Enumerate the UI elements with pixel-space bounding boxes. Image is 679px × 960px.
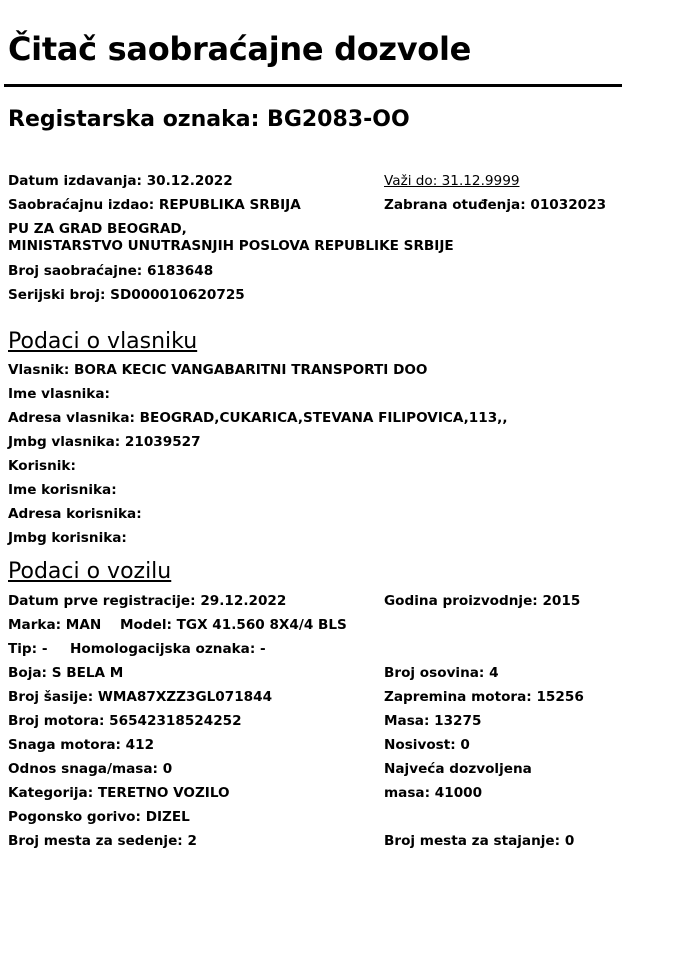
chassis-number: Broj šasije: WMA87XZZ3GL071844	[8, 689, 273, 705]
user: Korisnik:	[8, 458, 76, 474]
alienation-ban: Zabrana otuđenja: 01032023	[384, 197, 607, 213]
valid-until: Važi do: 31.12.9999	[384, 173, 520, 189]
axles: Broj osovina: 4	[384, 665, 499, 681]
fuel: Pogonsko gorivo: DIZEL	[8, 809, 190, 825]
model: Model: TGX 41.560 8X4/4 BLS	[120, 617, 347, 633]
standing-places: Broj mesta za stajanje: 0	[384, 833, 575, 849]
owner-address: Adresa vlasnika: BEOGRAD,CUKARICA,STEVANA FILIPOVICA,113,,	[8, 410, 508, 426]
max-mass-value: masa: 41000	[384, 785, 483, 801]
max-mass-label: Najveća dozvoljena	[384, 761, 532, 777]
authority-line-2: MINISTARSTVO UNUTRASNJIH POSLOVA REPUBLIKE SRBIJE	[8, 238, 454, 254]
owner: Vlasnik: BORA KECIC VANGABARITNI TRANSPORTI DOO	[8, 362, 428, 378]
user-name: Ime korisnika:	[8, 482, 117, 498]
engine-number: Broj motora: 56542318524252	[8, 713, 242, 729]
document-number: Broj saobraćajne: 6183648	[8, 263, 214, 279]
title-divider	[4, 84, 622, 87]
owner-name: Ime vlasnika:	[8, 386, 110, 402]
seats: Broj mesta za sedenje: 2	[8, 833, 197, 849]
vehicle-section-heading: Podaci o vozilu	[8, 559, 172, 584]
vehicle-type: Tip: -	[8, 641, 48, 657]
mass: Masa: 13275	[384, 713, 482, 729]
owner-section-heading: Podaci o vlasniku	[8, 329, 198, 354]
user-address: Adresa korisnika:	[8, 506, 142, 522]
make: Marka: MAN	[8, 617, 102, 633]
serial-number: Serijski broj: SD000010620725	[8, 287, 245, 303]
load-capacity: Nosivost: 0	[384, 737, 470, 753]
page-title: Čitač saobraćajne dozvole	[8, 30, 472, 68]
engine-power: Snaga motora: 412	[8, 737, 155, 753]
issued-by: Saobraćajnu izdao: REPUBLIKA SRBIJA	[8, 197, 301, 213]
user-jmbg: Jmbg korisnika:	[8, 530, 127, 546]
engine-volume: Zapremina motora: 15256	[384, 689, 584, 705]
authority-line-1: PU ZA GRAD BEOGRAD,	[8, 221, 187, 237]
production-year: Godina proizvodnje: 2015	[384, 593, 581, 609]
issue-date: Datum izdavanja: 30.12.2022	[8, 173, 233, 189]
homologation: Homologacijska oznaka: -	[70, 641, 266, 657]
first-registration: Datum prve registracije: 29.12.2022	[8, 593, 287, 609]
registration-plate: Registarska oznaka: BG2083-OO	[8, 107, 410, 132]
category: Kategorija: TERETNO VOZILO	[8, 785, 230, 801]
power-mass-ratio: Odnos snaga/masa: 0	[8, 761, 173, 777]
owner-jmbg: Jmbg vlasnika: 21039527	[8, 434, 201, 450]
color: Boja: S BELA M	[8, 665, 124, 681]
